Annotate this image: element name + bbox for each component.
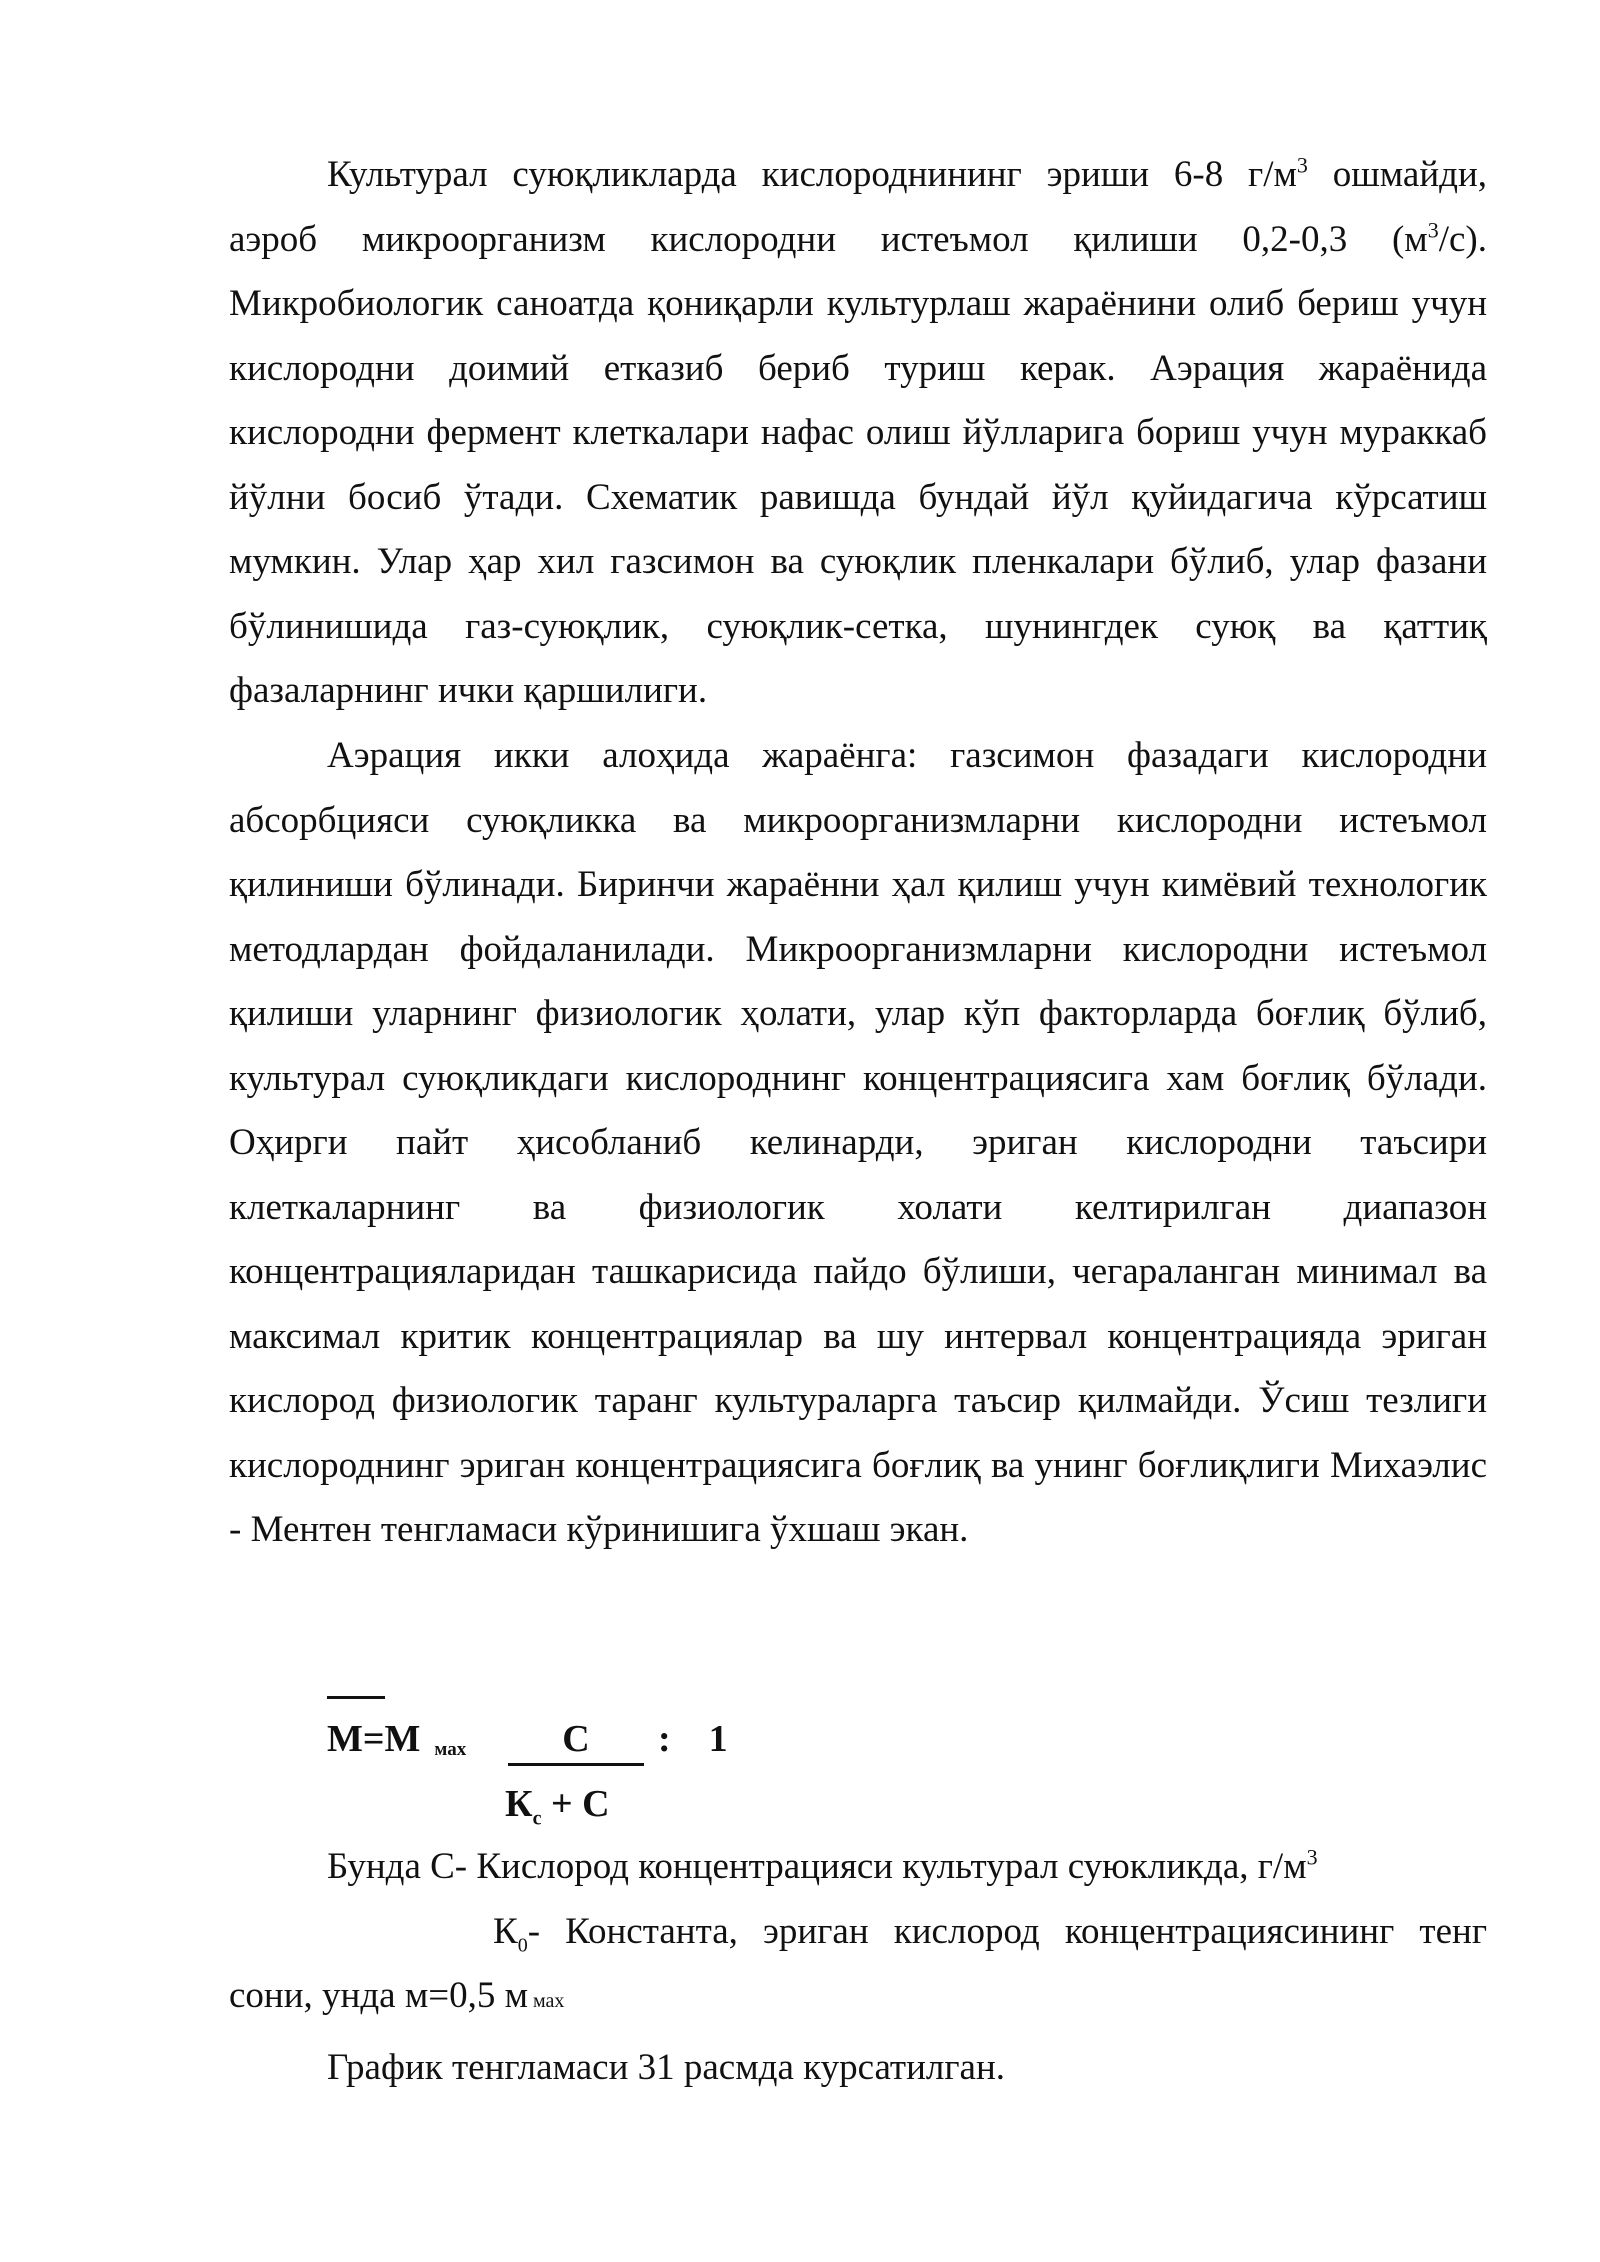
formula-den-k-subscript: с [532,1807,542,1830]
superscript-cubic: 3 [1427,217,1439,243]
superscript-cubic: 3 [1296,152,1308,178]
paragraph-1-part-3: /с). Микробиологик саноатда қониқарли культурлаш жараёнини олиб бериш учун кислородни доимий етказиб бериб туриш керак. Аэрация жараёнида кислородни фермент клеткалари нафас олиш йўлларига бориш учун мураккаб йўлни босиб ўтади. Схематик равишда бундай йўл қуйидагича кўрсатиш мумкин. Улар ҳар хил газсимон ва суюқлик пленкалари бўлиб, улар фазани бўлинишида газ-суюқлик, суюқлик-сетка, шунингдек суюқ ва қаттиқ фазаларнинг ички қаршилиги. [229,218,1487,711]
formula-lhs [327,1715,466,1774]
explanation-line-3-subscript: мах [528,1990,565,2012]
paragraph-2 [229,724,1487,1563]
explanation-line-4: График тенгламаси 31 расмда курсатилган. [327,2047,1005,2088]
paragraph-1-part-2: ошмайди, аэроб микроорганизм кислородни истеъмол қилиши 0,2-0,3 (м [229,154,1487,260]
superscript-cubic: 3 [1306,1844,1318,1870]
formula-den-k: К [505,1783,533,1825]
explanation-line-2 [229,1907,1487,1957]
formula-lhs-subscript: мах [434,1739,467,1760]
explanation-line-2-k-subscript: 0 [517,1934,528,1957]
formula-separator [658,1715,728,1763]
explanation-line-1-text: Бунда С- Кислород концентрацияси культурал суюкликда, г/м [327,1846,1307,1887]
paragraph-1 [229,143,1487,724]
formula-colon: : [658,1718,671,1760]
formula-numerator: С [508,1715,644,1766]
formula-overbar [327,1696,385,1699]
formula-number: 1 [708,1718,728,1760]
explanation-line-2-k: К [493,1911,518,1952]
explanation-line-3 [229,1971,564,2026]
paragraph-2-text: Аэрация икки алоҳида жараёнга: газсимон фазадаги кислородни абсорбцияси суюқликка ва микроорганизмларни кислородни истеъмол қилиниши бўлинади. Биринчи жараённи ҳал қилиш учун кимёвий технологик методлардан фойдаланилади. Микроорганизмларни кислородни истеъмол қилиши уларнинг физиологик ҳолати, улар кўп факторларда боғлиқ бўлиб, культурал суюқликдаги кислороднинг концентрациясига хам боғлиқ бўлади. Оҳирги пайт ҳисобланиб келинарди, эриган кислородни таъсири клеткаларнинг ва физиологик холати келтирилган диапазон концентрацияларидан ташкарисида пайдо бўлиши, чегараланган минимал ва максимал критик концентрациялар ва шу интервал концентрацияда эриган кислород физиологик таранг культураларга таъсир қилмайди. Ўсиш тезлиги кислороднинг эриган концентрациясига боғлиқ ва унинг боғлиқлиги Михаэлис - Ментен тенгламаси кўринишига ўхшаш экан. [229,735,1487,1550]
explanation-line-2-text: - Константа, эриган кислород концентрациясининг тенг [527,1911,1487,1952]
paragraph-1-part-1: Культурал суюқликларда кислороднининг эриши 6-8 г/м [327,154,1297,195]
formula-denominator [505,1780,610,1828]
explanation-line-3-text: сони, унда м=0,5 м [229,1975,529,2016]
explanation-line-2-inner [229,1907,1487,1957]
formula-lhs-text: М=М [327,1718,421,1760]
formula-den-rest: + С [541,1783,610,1825]
explanation-line-1 [327,1842,1318,1892]
